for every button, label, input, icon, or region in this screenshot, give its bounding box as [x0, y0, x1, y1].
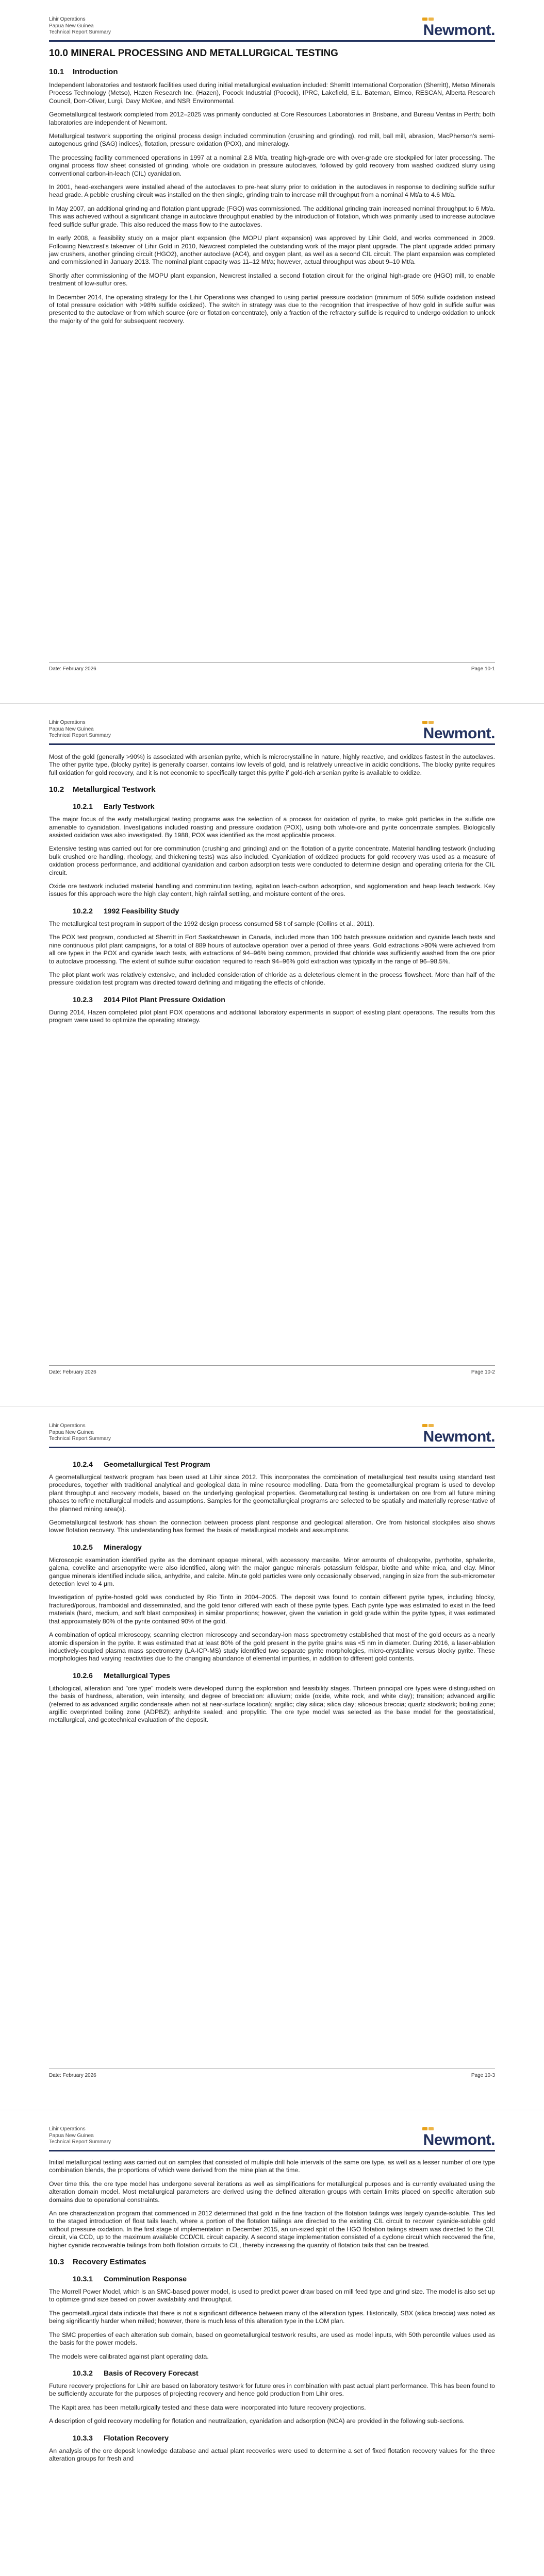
paragraph: In early 2008, a feasibility study on a major plant expansion (the MOPU plant expansion) was approved by Lihir Gold, and works commenced in 2009. Following Newcrest's takeover of Lihir Gold in 2010, Newcrest completed the outstanding work of the major plant upgrade. The plant upgrade added primary jaw crushers, another grinding circuit (HGO2), another autoclave (AC4), and oxygen plant, as well as a second CIL circuit. The plant expansion was completed and commissioned in January 2013. The nominal plant capacity was 11–12 Mt/a; however, actual throughput was about 9–10 Mt/a.: [49, 234, 495, 266]
paragraph: The models were calibrated against plant operating data.: [49, 2352, 209, 2360]
page-3-content: [49, 1452, 495, 1730]
logo-mark-icon-2: [428, 1424, 434, 1427]
header-line-3: Technical Report Summary: [49, 29, 111, 35]
header-line-2: Papua New Guinea: [49, 2132, 94, 2139]
section-heading: [49, 785, 495, 794]
subsection-heading: [49, 995, 495, 1004]
page-1-content: [49, 47, 495, 331]
paragraph: The pilot plant work was relatively extensive, and included consideration of chloride as a deleterious element in the process flowsheet. More than half of the pressure oxidation test program was directed toward defining and mitigating the effects of chloride.: [49, 971, 495, 987]
header-line-1: Lihir Operations: [49, 720, 86, 725]
paragraph: A combination of optical microscopy, scanning electron microscopy and secondary-ion mass spectrometry established that most of the gold occurs as a nearly atomic dispersion in the pyrite. It was estimated that at least 80% of the gold present in the pyrite grains was <5 nm in diameter. During 2016, a laser-ablation inductively-coupled plasma mass spectrometry (LA-ICP-MS) study identified two separate pyrite morphologies, micro-crystalline versus blocky pyrite. These morphologies had varying reactivities due to the changing abundance of elemental impurities, in addition to different gold contents.: [49, 1631, 495, 1663]
header-rule: [49, 1447, 495, 1448]
page-header: [49, 2126, 495, 2152]
newmont-logo: [423, 1428, 495, 1446]
subsection-heading: [49, 1543, 495, 1551]
paragraph: The Morrell Power Model, which is an SMC-based power model, is used to predict power draw based on mill feed type and grind size. The model is also set up to optimize grind size based on power availability and throughput.: [49, 2288, 495, 2303]
section-title: Metallurgical Testwork: [73, 785, 156, 794]
page-number: Page 10-3: [471, 2073, 495, 2078]
subsection-heading: [49, 1671, 495, 1680]
paragraph: In December 2014, the operating strategy for the Lihir Operations was changed to using partial pressure oxidation (minimum of 50% sulfide oxidation instead of total pressure oxidation with >98% sulfide oxidized). The switch in strategy was due to the recognition that irrespective of how gold in sulfide sulfur was presented to the autoclave or from which source (ore or flotation concentrate), only a fraction of the refractory sulfide is required to undergo oxidation to unlock the majority of the gold for subsequent recovery.: [49, 293, 495, 325]
footer-date: Date: February 2026: [49, 2073, 96, 2078]
paragraph: Microscopic examination identified pyrite as the dominant opaque mineral, with accessory marcasite. Minor amounts of chalcopyrite, pyrrhotite, sphalerite, galena, covellite and arsenopyrite were also identified, along with the major gangue minerals potassium feldspar, biotite and white mica, and clay. Minor gangue minerals identified include silica, anhydrite, and calcite. Minute gold particles were only occasionally observed, ranging in size from the sub-micrometer detection level to 4 µm.: [49, 1556, 495, 1588]
footer-rule: [49, 662, 495, 663]
paragraph: Geometallurgical testwork has shown the connection between process plant response and geological alteration. Ore from historical stockpiles also shows lower flotation recovery. This understanding has formed the basis of metallurgical models and assumptions.: [49, 1519, 495, 1534]
section-heading: [49, 67, 495, 76]
logo-text: Newmont.: [423, 1428, 495, 1445]
page-separator: [0, 1406, 544, 1407]
header-line-1: Lihir Operations: [49, 2126, 86, 2132]
page-footer: [49, 666, 495, 672]
paragraph: An analysis of the ore deposit knowledge database and actual plant recoveries were used to determine a set of fixed flotation recovery values for the three alteration groups for fresh and: [49, 2447, 495, 2462]
subsection-number: 10.2.5: [73, 1543, 93, 1551]
section-heading: [49, 2258, 495, 2266]
subsection-title: Metallurgical Types: [104, 1671, 170, 1680]
paragraph: The metallurgical test program in support of the 1992 design process consumed 58 t of sample (Collins et al., 2011).: [49, 920, 374, 927]
paragraph: Over time this, the ore type model has undergone several iterations as well as simplifications for metallurgical purposes and is currently evaluated using the alteration domain model. Most metallurgical parameters are derived using the defined alteration groups with certain limits placed on specific alteration sub domains due to operational constraints.: [49, 2180, 495, 2204]
paragraph: Extensive testing was carried out for ore comminution (crushing and grinding) and on the flotation of a pyrite concentrate. Material handling testwork (including bulk crushed ore handling, rheology, and thickening tests) was also included. Cyanidation of oxidized products for gold recovery was used as a measure of oxidation process performance, and additional cyanidation and carbon adsorption tests were conducted to determine design and operating criteria for the CIL circuit.: [49, 845, 495, 876]
subsection-heading: [49, 1460, 495, 1468]
paragraph: A geometallurgical testwork program has been used at Lihir since 2012. This incorporates the combination of metallurgical test results using standard test procedures, together with traditional analytical and geological data in mine resource modelling. Data from the geometallurgical program is used to develop plant throughput and recovery models, based on the underlying geological properties. Geometallurgical testing is undertaken on ore from all future mining phases to refine metallurgical models and assumptions. Samples for the geometallurgical programs are selected to be spatially and materially representative of the planned mining area(s).: [49, 1473, 495, 1513]
subsection-title: 2014 Pilot Plant Pressure Oxidation: [104, 995, 225, 1004]
paragraph: Lithological, alteration and "ore type" models were developed during the exploration and feasibility stages. Thirteen principal ore types were distinguished on the basis of hardness, alteration, vein intensity, and degree of brecciation: alluvium; oxide (oxide, white rock, and white clay); transition; advanced argillic (referred to as advanced argillic condensate when not at near-surface location); argillic; clay silica; silica clay; siliceous breccia; quartz stockwork; boiling zone; argillic overprinted boiling zone (ADPBZ); anhydrite sealed; and propylitic. The ore type model was selected as the base model for the geostatistical, metallurgical, and geotechnical evaluation of the deposit.: [49, 1684, 495, 1724]
subsection-title: 1992 Feasibility Study: [104, 906, 179, 915]
header-line-2: Papua New Guinea: [49, 1429, 94, 1435]
paragraph: The geometallurgical data indicate that there is not a significant difference between many of the alteration types. Historically, SBX (silica breccia) was noted as being significantly harder when milled; however, there is much less of this alteration type in the LOM plan.: [49, 2309, 495, 2325]
subsection-number: 10.2.3: [73, 995, 93, 1004]
paragraph: Metallurgical testwork supporting the original process design included comminution (crushing and grinding), rod mill, ball mill, abrasion, MacPherson's semi-autogenous grind (SAG) indices), flotation, pressure oxidation (POX), and mineralogy.: [49, 132, 495, 148]
paragraph: Geometallurgical testwork completed from 2012–2025 was primarily conducted at Core Resources Laboratories in Brisbane, and Bureau Veritas in Perth; both laboratories are independent of Newmont.: [49, 111, 495, 126]
header-line-3: Technical Report Summary: [49, 2139, 111, 2145]
subsection-title: Comminution Response: [104, 2275, 187, 2283]
subsection-number: 10.3.3: [73, 2433, 93, 2442]
paragraph: The Kapit area has been metallurgically tested and these data were incorporated into future recovery projections.: [49, 2403, 366, 2411]
paragraph: The SMC properties of each alteration sub domain, based on geometallurgical testwork results, are used as model inputs, with 50th percentile values used as the basis for the power models.: [49, 2331, 495, 2347]
section-number: 10.2: [49, 785, 64, 794]
paragraph: In 2001, head-exchangers were installed ahead of the autoclaves to pre-heat slurry prior to oxidation in the autoclaves in response to declining sulfide sulfur head grade. A pebble crushing circuit was installed on the then single, grinding train to increase mill throughput from a nominal 4 Mt/a to 4.6 Mt/a.: [49, 183, 495, 199]
subsection-heading: [49, 802, 495, 810]
paragraph: Most of the gold (generally >90%) is associated with arsenian pyrite, which is microcrystalline in nature, highly reactive, and oxidizes fastest in the autoclaves. The other pyrite type, (blocky pyrite) is generally coarser, contains low levels of gold, and is relatively unreactive in acidic conditions. The blocky pyrite requires full oxidation for gold recovery, and it is not economic to specifically target this pyrite if gold-rich arsenian pyrite is available to oxidize.: [49, 753, 495, 776]
subsection-number: 10.2.6: [73, 1671, 93, 1680]
subsection-heading: [49, 2434, 495, 2442]
paragraph: Independent laboratories and testwork facilities used during initial metallurgical evaluation included: Sherritt International Corporation (Sherritt), Metso Minerals Process Technology (Metso), Hazen Research Inc. (Hazen), Pocock Industrial (Pocock), IPRC, Lakefield, E.L. Bateman, Elmco, RESCAN, Alberta Research Council, Dorr-Oliver, Lurgi, Davy McKee, and NSR Environmental.: [49, 81, 495, 105]
subsection-title: Geometallurgical Test Program: [104, 1460, 210, 1468]
paragraph: Oxide ore testwork included material handling and comminution testing, agitation leach-carbon adsorption, and agglomeration and heap leach testwork. Key issues for this approach were the high clay content, high rainfall settling, and moisture content of the ores.: [49, 883, 495, 898]
paragraph: Shortly after commissioning of the MOPU plant expansion, Newcrest installed a second flotation circuit for the original high-grade ore (HGO) mill, to enable treatment of low-sulfur ores.: [49, 272, 495, 287]
header-line-3: Technical Report Summary: [49, 733, 111, 738]
paragraph: During 2014, Hazen completed pilot plant POX operations and additional laboratory experiments in support of existing plant operations. The results from this program were used to optimize the operating strategy.: [49, 1008, 495, 1024]
header-line-1: Lihir Operations: [49, 16, 86, 22]
paragraph: The major focus of the early metallurgical testing programs was the selection of a process for oxidation of pyrite, to make gold particles in the sulfide ore amenable to cyanidation. Investigations included roasting and pressure oxidation (POX), using both whole-ore and pyrite concentrate samples. Biologically assisted oxidation was also investigated. By 1988, POX was identified as the most applicable process.: [49, 816, 495, 839]
header-rule: [49, 743, 495, 745]
logo-mark-icon-2: [428, 721, 434, 724]
footer-date: Date: February 2026: [49, 1369, 96, 1375]
logo-text: Newmont.: [423, 2131, 495, 2148]
header-rule: [49, 2150, 495, 2151]
paragraph: In May 2007, an additional grinding and flotation plant upgrade (FGO) was commissioned. The additional grinding train increased nominal throughput to 6 Mt/a. This was achieved without a significant change in autoclave throughput enabled by the introduction of flotation, which was primarily used to increase autoclave feed sulfide sulfur grade. This also reduced the mass flow to the autoclaves.: [49, 205, 495, 228]
header-rule: [49, 40, 495, 42]
page-number: Page 10-1: [471, 666, 495, 672]
logo-mark-icon-2: [428, 18, 434, 21]
subsection-title: Flotation Recovery: [104, 2433, 169, 2442]
logo-mark-icon: [422, 1424, 427, 1427]
subsection-heading: [49, 907, 495, 915]
section-title: Introduction: [73, 67, 118, 76]
section-number: 10.3: [49, 2258, 64, 2267]
header-line-1: Lihir Operations: [49, 1423, 86, 1429]
logo-mark-icon: [422, 18, 427, 21]
newmont-logo: [423, 2131, 495, 2149]
header-line-3: Technical Report Summary: [49, 1436, 111, 1442]
logo-mark-icon: [422, 2127, 427, 2130]
subsection-number: 10.2.4: [73, 1460, 93, 1468]
page-4-content: [49, 2159, 495, 2468]
page-2-content: [49, 753, 495, 1030]
footer-date: Date: February 2026: [49, 666, 96, 672]
header-line-2: Papua New Guinea: [49, 23, 94, 29]
subsection-title: Basis of Recovery Forecast: [104, 2368, 199, 2377]
page-header: [49, 720, 495, 745]
subsection-number: 10.2.2: [73, 906, 93, 915]
paragraph: Future recovery projections for Lihir are based on laboratory testwork for future ores in combination with past actual plant performance. This has been found to be sufficiently accurate for the purposes of projecting recovery and hence gold production from Lihir ores.: [49, 2382, 495, 2398]
page-footer: [49, 2073, 495, 2078]
subsection-title: Early Testwork: [104, 802, 155, 811]
logo-text: Newmont.: [423, 22, 495, 39]
page-header: [49, 16, 495, 42]
paragraph: The POX test program, conducted at Sherritt in Fort Saskatchewan in Canada, included more than 100 batch pressure oxidation and cyanide leach tests and nine continuous pilot plant campaigns, for a total of 889 hours of autoclave operation over a period of three years. Gold extractions >90% were achieved from all ore types in the POX and cyanide leach tests, with extractions of 94–96% being common, provided that chloride was sufficiently washed from the ore prior to autoclave processing. The extent of sulfide sulfur oxidation required to reach 94–96% gold extraction was typically in the range of 96–98.5%.: [49, 934, 495, 965]
newmont-logo: [423, 725, 495, 742]
logo-mark-icon: [422, 721, 427, 724]
subsection-title: Mineralogy: [104, 1543, 142, 1551]
paragraph: An ore characterization program that commenced in 2012 determined that gold in the fine fraction of the flotation tailings was largely cyanide-soluble. This led to the staged introduction of float tails leach, where a portion of the flotation tailings are directed to the existing CIL circuit to recover cyanide-soluble gold without pressure oxidation. In the first stage of implementation in December 2015, an un-sized split of the HGO flotation tailings stream was directed to the CIL circuit, via CCD, up to the maximum available CCD/CIL circuit capacity. A second stage implementation consisted of a cyclone circuit which recovered the fine, higher cyanide recoverable tailings from both flotation circuits to CIL, thereby increasing the quantity of flotation tails that can be treated.: [49, 2210, 495, 2249]
subsection-number: 10.3.2: [73, 2368, 93, 2377]
page-separator: [0, 703, 544, 704]
newmont-logo: [423, 22, 495, 39]
paragraph: The processing facility commenced operations in 1997 at a nominal 2.8 Mt/a, treating high-grade ore with over-grade ore stockpiled for later processing. The original process flow sheet consisted of grinding, whole ore oxidation in pressure autoclaves, followed by gold recovery from washed oxidized slurry using conventional carbon-in-leach (CIL) cyanidation.: [49, 154, 495, 177]
subsection-heading: [49, 2369, 495, 2377]
chapter-title: 10.0 MINERAL PROCESSING AND METALLURGICAL TESTING: [49, 48, 338, 59]
page-footer: [49, 1369, 495, 1375]
subsection-number: 10.2.1: [73, 802, 93, 811]
footer-rule: [49, 1365, 495, 1366]
section-title: Recovery Estimates: [73, 2258, 146, 2267]
paragraph: A description of gold recovery modelling for flotation and neutralization, cyanidation and adsorption (NCA) are provided in the following sub-sections.: [49, 2417, 465, 2425]
subsection-number: 10.3.1: [73, 2275, 93, 2283]
logo-text: Newmont.: [423, 725, 495, 742]
header-line-2: Papua New Guinea: [49, 726, 94, 732]
paragraph: Investigation of pyrite-hosted gold was conducted by Rio Tinto in 2004–2005. The deposit was found to contain different pyrite types, including blocky, fractured/porous, framboidal and disseminated, and the gold tenor differed with each of these pyrite types. Each pyrite type was estimated to exist in the feed materials (hard, medium, and soft blast composites) in similar proportions; however, given the variation in gold grade within the pyrite types, it was estimated that approximately 80% of the pyrite contained 90% of the gold.: [49, 1594, 495, 1625]
page-header: [49, 1423, 495, 1449]
section-number: 10.1: [49, 67, 64, 76]
paragraph: Initial metallurgical testing was carried out on samples that consisted of multiple drill hole intervals of the same ore type, as well as a lesser number of ore type combination blends, the proportions of which were derived from the mine plan at the time.: [49, 2159, 495, 2174]
subsection-heading: [49, 2275, 495, 2283]
logo-mark-icon-2: [428, 2127, 434, 2130]
page-number: Page 10-2: [471, 1369, 495, 1375]
